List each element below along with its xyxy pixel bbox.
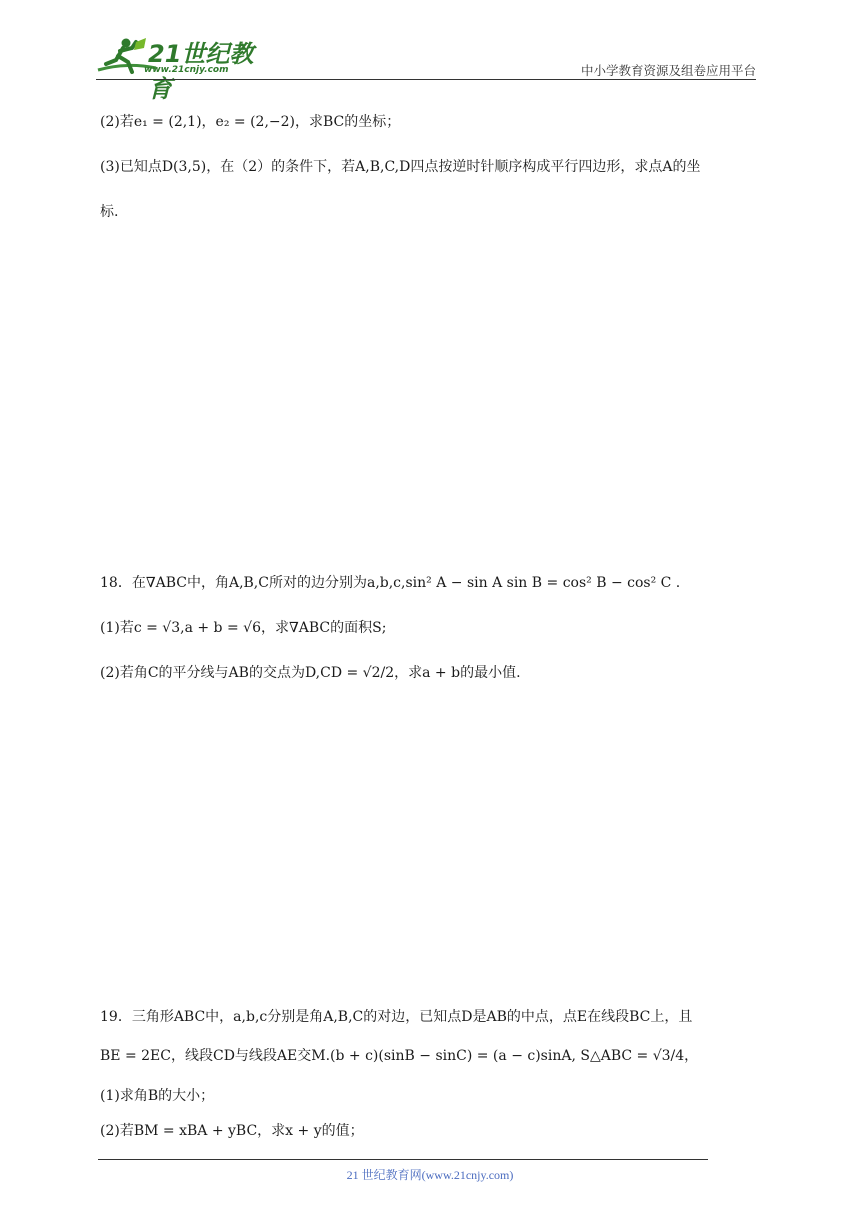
problem18-stem: 18．在∇ABC中，角A,B,C所对的边分别为a,b,c,sin² A − sin A sin B = cos² B − cos² C . xyxy=(100,575,681,591)
logo-url: www.21cnjy.com xyxy=(144,65,229,75)
problem19-part2: (2)若BM = xBA + yBC，求x + y的值； xyxy=(100,1123,364,1139)
problem19-stem-line2: BE = 2EC，线段CD与线段AE交M.(b + c)(sinB − sinC) = (a − c)sinA, S△ABC = √3/4， xyxy=(100,1048,699,1064)
footer-text: 21 世纪教育网(www.21cnjy.com) xyxy=(346,1168,514,1182)
logo-title: 21世纪教育 xyxy=(148,40,254,103)
problem18-part2: (2)若角C的平分线与AB的交点为D,CD = √2/2，求a + b的最小值. xyxy=(100,665,521,681)
header-tagline: 中小学教育资源及组卷应用平台 xyxy=(580,63,756,78)
site-logo xyxy=(96,34,266,103)
problem18-part1: (1)若c = √3,a + b = √6，求∇ABC的面积S; xyxy=(100,620,387,636)
problem17-part3-line2: 标. xyxy=(100,204,119,220)
problem19-part1: (1)求角B的大小； xyxy=(100,1088,215,1104)
footer-divider xyxy=(98,1159,708,1160)
problem19-stem-line1: 19．三角形ABC中，a,b,c分别是角A,B,C的对边，已知点D是AB的中点，点E在线段BC上，且 xyxy=(100,1009,693,1025)
header-divider xyxy=(96,79,756,80)
problem17-part3-line1: (3)已知点D(3,5)，在（2）的条件下，若A,B,C,D四点按逆时针顺序构成平行四边形，求点A的坐 xyxy=(100,159,701,175)
problem17-part2: (2)若e₁ = (2,1)，e₂ = (2,−2)，求BC的坐标； xyxy=(100,114,401,130)
